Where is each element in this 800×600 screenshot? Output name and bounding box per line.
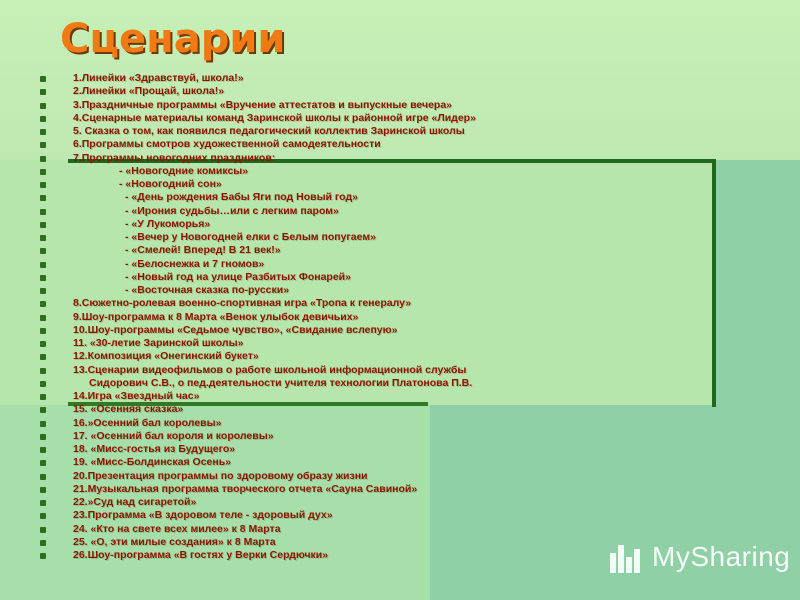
list-item-text: 20.Презентация программы по здоровому образу жизни — [73, 469, 368, 482]
list-item — [40, 72, 740, 85]
list-item-text: 4.Сценарные материалы команд Заринской школы к районной игре «Лидер» — [73, 111, 476, 124]
list-item — [40, 403, 740, 416]
list-item — [40, 165, 740, 178]
bullet-icon — [40, 195, 46, 201]
list-item-text: 25. «О, эти милые создания» к 8 Марта — [73, 535, 276, 548]
watermark-text: MySharing — [652, 541, 791, 572]
list-item — [40, 523, 740, 536]
bullet-icon — [40, 474, 46, 480]
list-item — [40, 231, 740, 244]
bullet-icon — [40, 116, 46, 122]
list-item — [40, 456, 740, 469]
list-item-text: 10.Шоу-программы «Седьмое чувство», «Свидание вслепую» — [73, 323, 398, 336]
list-item-text: 14.Игра «Звездный час» — [73, 390, 200, 402]
list-item — [40, 85, 740, 98]
list-item-text: 21.Музыкальная программа творческого отчета «Сауна Савиной» — [73, 482, 418, 495]
list-item — [40, 417, 740, 430]
bullet-icon — [40, 527, 46, 533]
bullet-icon — [40, 182, 46, 188]
list-item-text: 1.Линейки «Здравствуй, школа!» — [73, 72, 244, 84]
bullet-icon — [40, 447, 46, 453]
list-item — [40, 191, 740, 204]
bullet-icon — [40, 553, 46, 559]
list-item — [40, 99, 740, 112]
bullet-icon — [40, 434, 46, 440]
list-item-text: 6.Программы смотров художественной самодеятельности — [73, 138, 381, 151]
page-title: Сценарии — [60, 16, 286, 62]
bullet-icon — [40, 288, 46, 294]
bullet-icon — [40, 368, 46, 374]
list-item — [40, 258, 740, 271]
list-item-text: 5. Сказка о том, как появился педагогический коллектив Заринской школы — [73, 125, 465, 137]
bullet-icon — [40, 354, 46, 360]
list-item-text: - «Новогодний сон» — [119, 178, 222, 190]
list-item — [40, 443, 740, 456]
list-item-text: - «Смелей! Вперед! В 21 век!» — [125, 244, 281, 257]
list-item — [40, 311, 740, 324]
list-item-text: 16.»Осенний бал королевы» — [73, 416, 222, 429]
list-item-text: - «Новый год на улице Разбитых Фонарей» — [125, 270, 351, 283]
bullet-icon — [40, 315, 46, 321]
list-item — [40, 483, 740, 496]
bullet-icon — [40, 540, 46, 546]
bullet-icon — [40, 328, 46, 334]
bullet-icon — [40, 487, 46, 493]
list-item — [40, 112, 740, 125]
bullet-icon — [40, 248, 46, 254]
list-item — [40, 324, 740, 337]
list-item-text: 2.Линейки «Прощай, школа!» — [73, 85, 225, 98]
bullet-icon — [40, 262, 46, 268]
list-item — [40, 244, 740, 257]
bullet-icon — [40, 169, 46, 175]
mysharing-logo-icon — [608, 539, 644, 575]
list-item — [40, 125, 740, 138]
bullet-icon — [40, 381, 46, 387]
bullet-icon — [40, 301, 46, 307]
scenario-list — [40, 72, 740, 562]
bullet-icon — [40, 209, 46, 215]
bullet-icon — [40, 341, 46, 347]
list-item — [40, 178, 740, 191]
list-item-text: 22.»Суд над сигаретой» — [73, 496, 197, 508]
bullet-icon — [40, 460, 46, 466]
list-item — [40, 364, 740, 377]
list-item-text: - «У Лукоморья» — [125, 217, 211, 230]
list-item — [40, 218, 740, 231]
bullet-icon — [40, 500, 46, 506]
bullet-icon — [40, 275, 46, 281]
list-item-text: 11. «30-летие Заринской школы» — [73, 337, 244, 349]
list-item — [40, 205, 740, 218]
bullet-icon — [40, 129, 46, 135]
list-item — [40, 350, 740, 363]
bullet-icon — [40, 222, 46, 228]
bullet-icon — [40, 76, 46, 82]
list-item-text: Сидорович С.В., о пед.деятельности учителя технологии Платонова П.В. — [89, 376, 473, 389]
list-item-text: - «Восточная сказка по-русски» — [125, 284, 290, 296]
list-item-text: 12.Композиция «Онегинский букет» — [73, 350, 259, 363]
list-item-text: 24. «Кто на свете всех милее» к 8 Марта — [73, 522, 281, 535]
list-item-text: 26.Шоу-программа «В гостях у Верки Сердючки» — [73, 549, 329, 561]
list-item — [40, 509, 740, 522]
list-item-text: - «Белоснежка и 7 гномов» — [125, 257, 265, 270]
list-item-text: 3.Праздничные программы «Вручение аттестатов и выпускные вечера» — [73, 98, 453, 111]
list-item-text: - «Вечер у Новогодней елки с Белым попугаем» — [125, 231, 376, 243]
list-item-text: 18. «Мисс-гостья из Будущего» — [73, 443, 236, 455]
bullet-icon — [40, 89, 46, 95]
list-item-text: 15. «Осенняя сказка» — [73, 403, 184, 416]
list-item — [40, 390, 740, 403]
bullet-icon — [40, 513, 46, 519]
bullet-icon — [40, 394, 46, 400]
list-item — [40, 271, 740, 284]
list-item — [40, 337, 740, 350]
list-item-text: - «Ирония судьбы…или с легким паром» — [125, 204, 339, 217]
list-item-text: 9.Шоу-программа к 8 Марта «Венок улыбок девичьих» — [73, 310, 359, 323]
list-item-text: 23.Программа «В здоровом теле - здоровый дух» — [73, 509, 333, 522]
bullet-icon — [40, 103, 46, 109]
list-item — [40, 284, 740, 297]
list-item — [40, 470, 740, 483]
list-item-text: 7.Программы новогодних праздников: — [73, 151, 276, 164]
list-item — [40, 430, 740, 443]
list-item-text: 13.Сценарии видеофильмов о работе школьной информационной службы — [73, 363, 467, 376]
list-item-text: - «Новогодние комиксы» — [119, 164, 249, 177]
watermark-logo — [608, 537, 790, 577]
list-item — [40, 152, 740, 165]
bullet-icon — [40, 407, 46, 413]
list-item-text: 17. «Осенний бал короля и королевы» — [73, 429, 274, 442]
list-item — [40, 496, 740, 509]
list-item — [40, 377, 740, 390]
list-item — [40, 297, 740, 310]
bullet-icon — [40, 156, 46, 162]
list-item-text: 19. «Мисс-Болдинская Осень» — [73, 456, 232, 469]
list-item-text: 8.Сюжетно-ролевая военно-спортивная игра «Тропа к генералу» — [73, 297, 412, 310]
list-item-text: - «День рождения Бабы Яги под Новый год» — [125, 191, 358, 204]
bullet-icon — [40, 142, 46, 148]
bullet-icon — [40, 235, 46, 241]
bullet-icon — [40, 421, 46, 427]
list-item — [40, 138, 740, 151]
